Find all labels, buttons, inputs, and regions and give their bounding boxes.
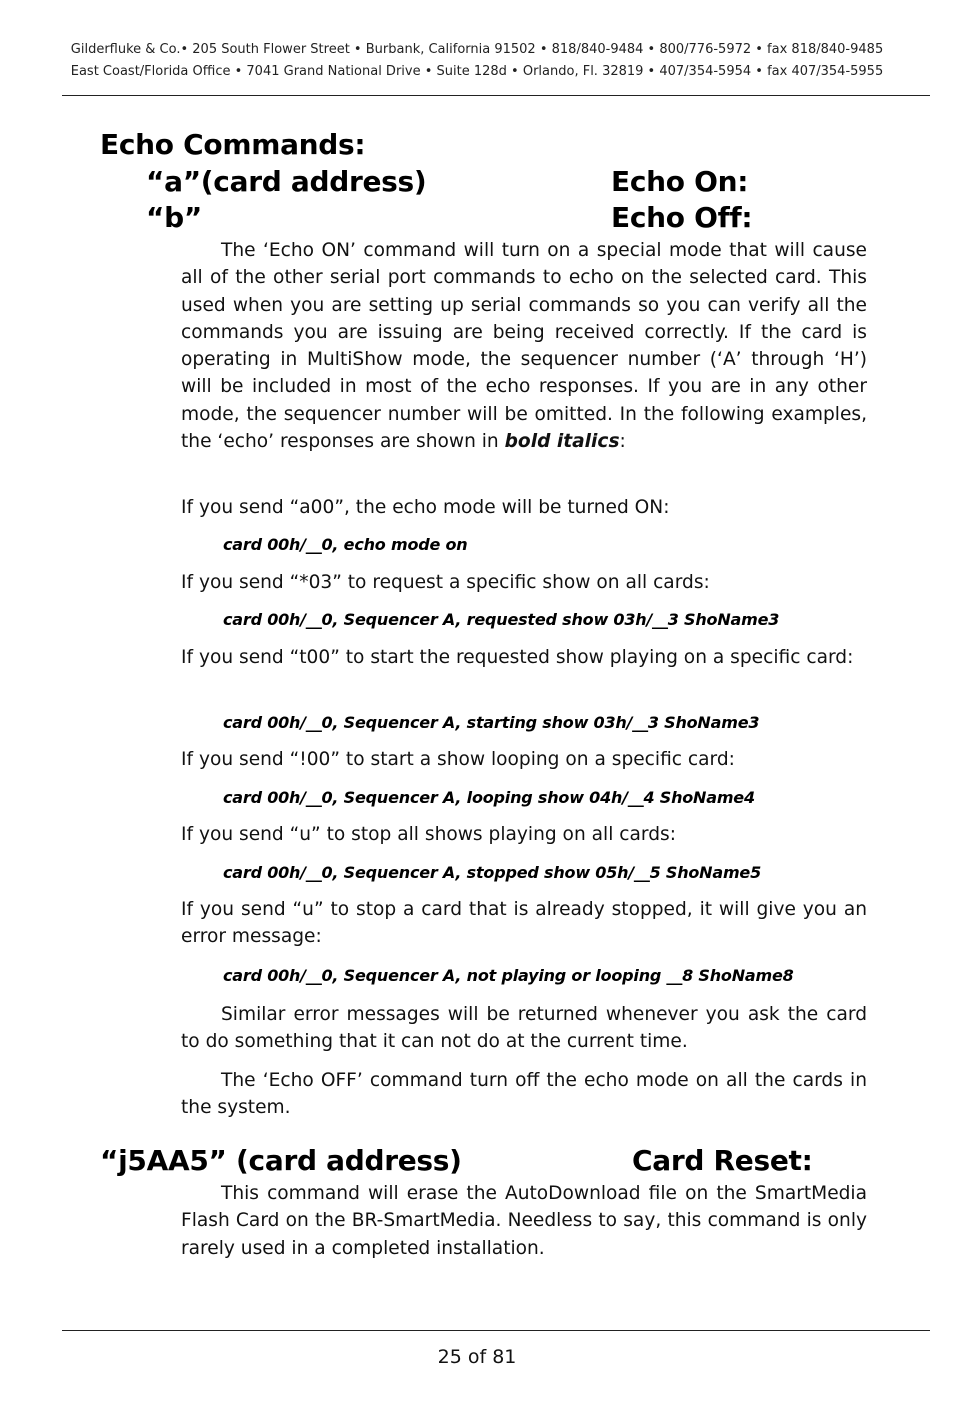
header-address-line: Gilderfluke & Co.• 205 South Flower Street • Burbank, California 91502 • 818/840-9484 • 800/776-5972 • fax 818/840-9485 [70,42,884,57]
echo-response: card 00h/__0, Sequencer A, looping show 04h/__4 ShoName4 [223,788,755,807]
example-text: If you send “u” to stop a card that is already stopped, it will give you an error message: [181,899,867,948]
echo-intro-paragraph [181,237,867,455]
header-office-line: East Coast/Florida Office • 7041 Grand National Drive • Suite 128d • Orlando, Fl. 32819 • 407/354-5954 • fax 407/354-5955 [70,64,884,79]
label-echo-on: Echo On: [611,165,749,198]
label-card-reset: Card Reset: [632,1144,813,1177]
echo-response: card 00h/__0, echo mode on [223,535,468,554]
command-a-card-address: “a”(card address) [146,165,427,198]
similar-errors-paragraph: Similar error messages will be returned whenever you ask the card to do something that it can not do at the current time. [181,1004,867,1053]
example-text: If you send “*03” to request a specific show on all cards: [181,572,710,593]
echo-response: card 00h/__0, Sequencer A, starting show 03h/__3 ShoName3 [223,713,760,732]
example-text: If you send “!00” to start a show looping on a specific card: [181,749,735,770]
echo-response: card 00h/__0, Sequencer A, not playing or looping __8 ShoName8 [223,966,794,985]
example-text: If you send “t00” to start the requested show playing on a specific card: [181,647,854,668]
example-text: If you send “u” to stop all shows playing on all cards: [181,824,676,845]
command-j5aa5-card-address: “j5AA5” (card address) [100,1144,462,1177]
example-text: If you send “a00”, the echo mode will be turned ON: [181,497,670,518]
echo-response: card 00h/__0, Sequencer A, stopped show 05h/__5 ShoName5 [223,863,762,882]
section-title-echo-commands: Echo Commands: [100,128,366,161]
page-number: 25 of 81 [437,1346,517,1368]
echo-response: card 00h/__0, Sequencer A, requested show 03h/__3 ShoName3 [223,610,780,629]
label-echo-off: Echo Off: [611,201,753,234]
header-divider [62,95,930,96]
intro-end: : [619,431,626,453]
intro-text: The ‘Echo ON’ command will turn on a special mode that will cause all of the other serial port commands to echo on the selected card. This used when you are setting up serial commands so you can verify all the commands you are issuing are being received correctly. If the card is operating in MultiShow mode, the sequencer number (‘A’ through ‘H’) will be included in most of the echo responses. If you are in any other mode, the sequencer number will be omitted. In the following examples, the ‘echo’ responses are shown in [181,240,867,453]
footer-divider [62,1330,930,1331]
echo-off-paragraph: The ‘Echo OFF’ command turn off the echo mode on all the cards in the system. [181,1070,867,1119]
command-b: “b” [146,201,202,234]
card-reset-paragraph: This command will erase the AutoDownload file on the SmartMedia Flash Card on the BR-SmartMedia. Needless to say, this command is only rarely used in a completed installation. [181,1183,867,1259]
intro-emphasis: bold italics [504,431,620,453]
